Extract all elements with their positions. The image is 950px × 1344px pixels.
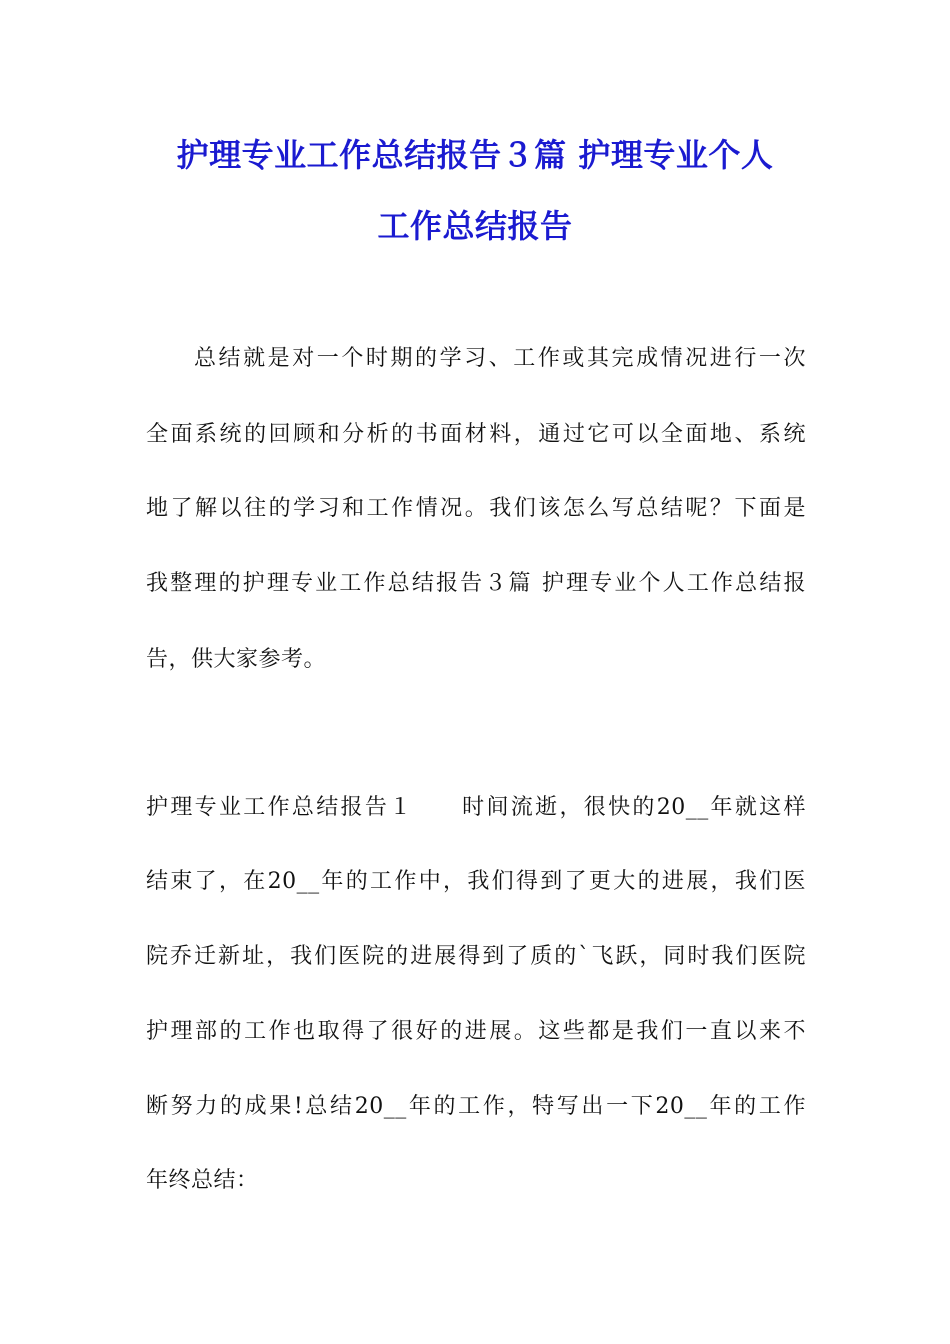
document-title-line-1: 护理专业工作总结报告３篇 护理专业个人 (176, 136, 774, 174)
document-title-line-2: 工作总结报告 (377, 207, 573, 245)
intro-line-2: 全面系统的回顾和分析的书面材料，通过它可以全面地、系统 (146, 422, 806, 447)
section1-line-1: 护理专业工作总结报告１ 时间流逝，很快的20__年就这样 (146, 795, 806, 820)
section1-line-5: 断努力的成果!总结20__年的工作，特写出一下20__年的工作 (146, 1094, 806, 1119)
section1-line-2: 结束了，在20__年的工作中，我们得到了更大的进展，我们医 (146, 869, 806, 894)
section1-line-4: 护理部的工作也取得了很好的进展。这些都是我们一直以来不 (146, 1019, 806, 1044)
intro-line-5: 告，供大家参考。 (146, 647, 327, 672)
intro-line-3: 地了解以往的学习和工作情况。我们该怎么写总结呢？下面是 (146, 496, 806, 521)
section1-line-3: 院乔迁新址，我们医院的进展得到了质的`飞跃，同时我们医院 (146, 944, 806, 969)
intro-line-4: 我整理的护理专业工作总结报告３篇 护理专业个人工作总结报 (146, 571, 806, 596)
section1-line-6: 年终总结： (146, 1168, 259, 1193)
intro-line-1: 总结就是对一个时期的学习、工作或其完成情况进行一次 (194, 346, 806, 371)
